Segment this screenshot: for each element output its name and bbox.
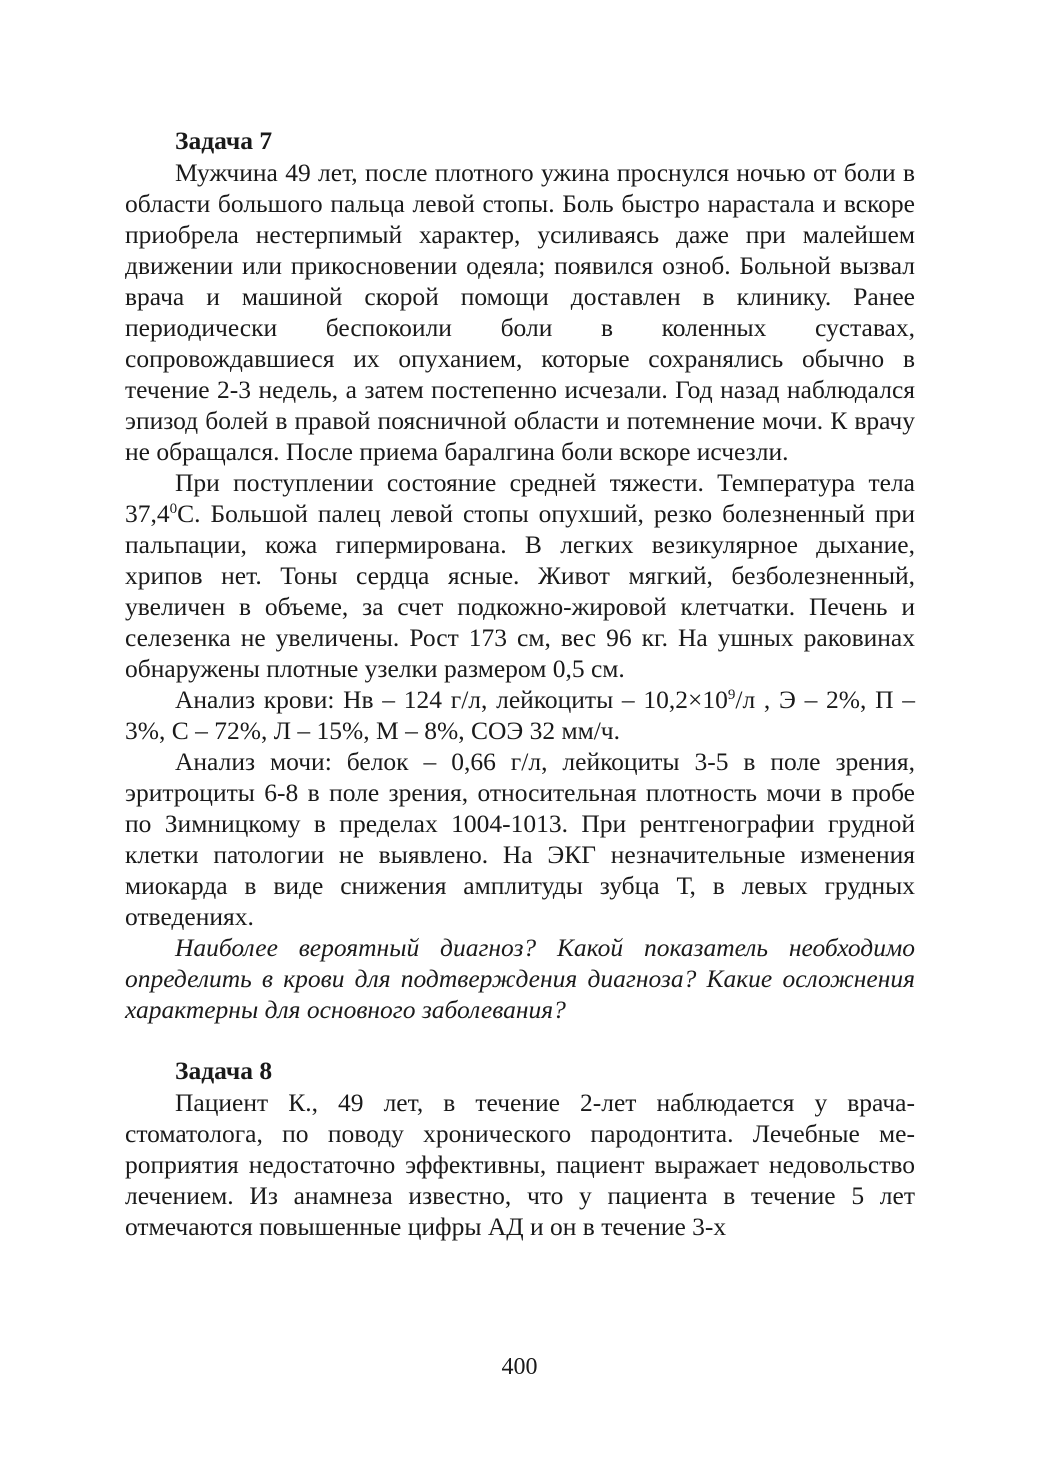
page-number: 400 [501, 1354, 538, 1380]
task-7-paragraph-2 [125, 467, 915, 684]
task-8-paragraph-1: Пациент К., 49 лет, в течение 2-лет наблюдается у врача-стоматолога, по поводу хронического пародонтита. Лечебные мероприятия недостаточно эффективны, пациент выражает недовольство лечением. Из анамнеза известно, что у пациента в течение 5 лет отмечаются повышенные цифры АД и он в течение 3-х [125, 1088, 915, 1241]
task-7-p3-text-b: /л , Э – 2%, П – 3%, С – 72%, Л – 15%, М – 8%, СОЭ 32 мм/ч. [125, 685, 915, 745]
task-7-question: Наиболее вероятный диагноз? Какой показатель необходимо определить в крови для подтверждения диагноза? Какие осложнения характерны для основного заболевания? [125, 933, 915, 1024]
task-7-p3-exponent: 9 [727, 687, 736, 703]
page-content [125, 125, 915, 1242]
task-7-heading: Задача 7 [175, 126, 273, 155]
task-7-urine-analysis: Анализ мочи: белок – 0,66 г/л, лейкоциты 3-5 в поле зрения, эритроциты 6-8 в поле зрения, относительная плотность мочи в пробе по Зимницкому в пределах 1004-1013. При рентгенографии грудной клетки патологии не выявлено. На ЭКГ незначительные изменения миокарда в виде снижения амплитуды зубца Т, в левых грудных отведениях. [125, 747, 915, 931]
task-7-paragraph-1: Мужчина 49 лет, после плотного ужина проснулся ночью от боли в области большого пальца левой стопы. Боль быстро нарастала и вскоре приобрела нестерпимый характер, усиливаясь даже при малейшем движении или прикосновении одеяла; появился озноб. Больной вызвал врача и машиной скорой помощи доставлен в клинику. Ранее периодически беспокоили боли в коленных суставах, сопровождавшиеся их опуханием, которые сохранялись обычно в течение 2-3 недель, а затем постепенно исчезали. Год назад наблюдался эпизод болей в правой поясничной области и потемнение мочи. К врачу не обращался. После приема баралгина боли вскоре исчезли. [125, 158, 915, 466]
task-7-p2-degree: 0 [169, 501, 178, 517]
task-7-p2-text-a: При поступлении состояние средней тяжести. Температура тела 37,4 [125, 468, 915, 528]
task-8-heading: Задача 8 [175, 1056, 273, 1085]
task-7-p3-text-a: Анализ крови: Нв – 124 г/л, лейкоциты – 10,2×10 [175, 685, 728, 714]
task-7-p2-text-b: С. Большой палец левой стопы опухший, резко болезненный при пальпации, кожа гипермирована. В легких везикулярное дыхание, хрипов нет. Тоны сердца ясные. Живот мягкий, безболезненный, увеличен в объеме, за счет подкожно-жировой клетчатки. Печень и селезенка не увеличены. Рост 173 см, вес 96 кг. На ушных раковинах обнаружены плотные узелки размером 0,5 см. [125, 499, 915, 683]
task-7-blood-analysis [125, 684, 915, 746]
